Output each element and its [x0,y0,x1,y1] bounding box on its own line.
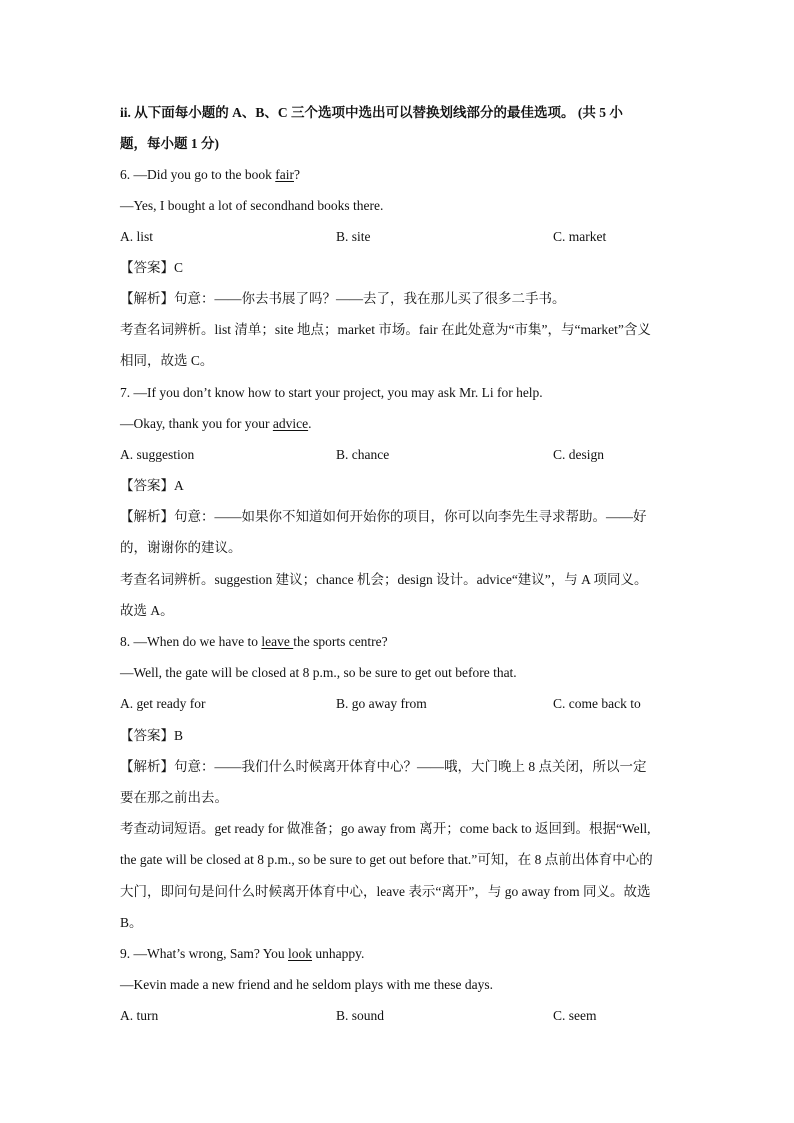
question-6-option-a: A. list [120,229,154,244]
question-6-underlined: fair [275,167,294,182]
question-6-option-b: B. site [336,229,371,244]
question-9-text: 9. —What’s wrong, Sam? You [120,946,288,961]
question-8-reply: —Well, the gate will be closed at 8 p.m., so be sure to get out before that. [120,665,517,680]
question-7-answer: 【答案】A [120,478,184,493]
question-6 [120,166,300,184]
question-6-analysis-line-1: 【解析】句意：——你去书展了吗？——去了，我在那儿买了很多二手书。 [120,291,566,306]
question-8-option-a: A. get ready for [120,696,206,711]
question-6-answer: 【答案】C [120,260,184,275]
question-9 [120,945,364,963]
question-8-analysis-line-2: 要在那之前出去。 [120,790,228,805]
question-8-answer: 【答案】B [120,728,184,743]
question-9-reply: —Kevin made a new friend and he seldom plays with me these days. [120,977,494,992]
question-7-analysis-line-4: 故选 A。 [120,603,174,618]
question-7-analysis-line-1: 【解析】句意：——如果你不知道如何开始你的项目，你可以向李先生寻求帮助。——好 [120,509,647,524]
question-8-analysis-line-5: 大门，即问句是问什么时候离开体育中心，leave 表示“离开”，与 go away from 同义。故选 [120,884,651,899]
question-9-underlined: look [288,946,313,961]
question-8-end: the sports centre? [293,634,388,649]
question-7-option-a: A. suggestion [120,447,195,462]
question-8-underlined: leave [261,634,294,649]
question-8-option-b: B. go away from [336,696,427,711]
question-9-option-b: B. sound [336,1008,385,1023]
question-7-underlined: advice [272,416,309,431]
question-8-option-c: C. come back to [553,696,641,711]
question-6-text: 6. —Did you go to the book [120,167,276,182]
question-6-analysis-line-2: 考查名词辨析。list 清单；site 地点；market 市场。fair 在此处意为“市集”，与“market”含义 [120,322,651,337]
question-7-analysis-line-2: 的，谢谢你的建议。 [120,540,242,555]
question-7-reply-end: . [308,416,312,431]
question-7-analysis-line-3: 考查名词辨析。suggestion 建议；chance 机会；design 设计。advice“建议”，与 A 项同义。 [120,572,648,587]
question-8-analysis-line-1: 【解析】句意：——我们什么时候离开体育中心？——哦，大门晚上 8 点关闭，所以一定 [120,759,647,774]
question-7-reply-text: —Okay, thank you for your [120,416,273,431]
question-8-analysis-line-3: 考查动词短语。get ready for 做准备；go away from 离开；come back to 返回到。根据“Well, [120,821,651,836]
question-7: 7. —If you don’t know how to start your project, you may ask Mr. Li for help. [120,385,543,400]
question-8-text: 8. —When do we have to [120,634,262,649]
section-instruction-line-1: ii. 从下面每小题的 A、B、C 三个选项中选出可以替换划线部分的最佳选项。 (共 5 小 [120,105,623,120]
question-9-option-c: C. seem [553,1008,597,1023]
question-6-reply: —Yes, I bought a lot of secondhand books there. [120,198,384,213]
question-8 [120,633,388,651]
question-6-analysis-line-3: 相同，故选 C。 [120,353,214,368]
question-6-end: ? [293,167,300,182]
question-8-analysis-line-4: the gate will be closed at 8 p.m., so be sure to get out before that.”可知，在 8 点前出体育中心的 [120,852,653,867]
section-instruction-line-2: 题，每小题 1 分) [120,136,219,151]
question-6-option-c: C. market [553,229,607,244]
question-7-reply [120,415,311,433]
question-9-option-a: A. turn [120,1008,159,1023]
question-9-end: unhappy. [312,946,365,961]
question-7-option-b: B. chance [336,447,390,462]
question-7-option-c: C. design [553,447,605,462]
question-8-analysis-line-6: B。 [120,915,143,930]
